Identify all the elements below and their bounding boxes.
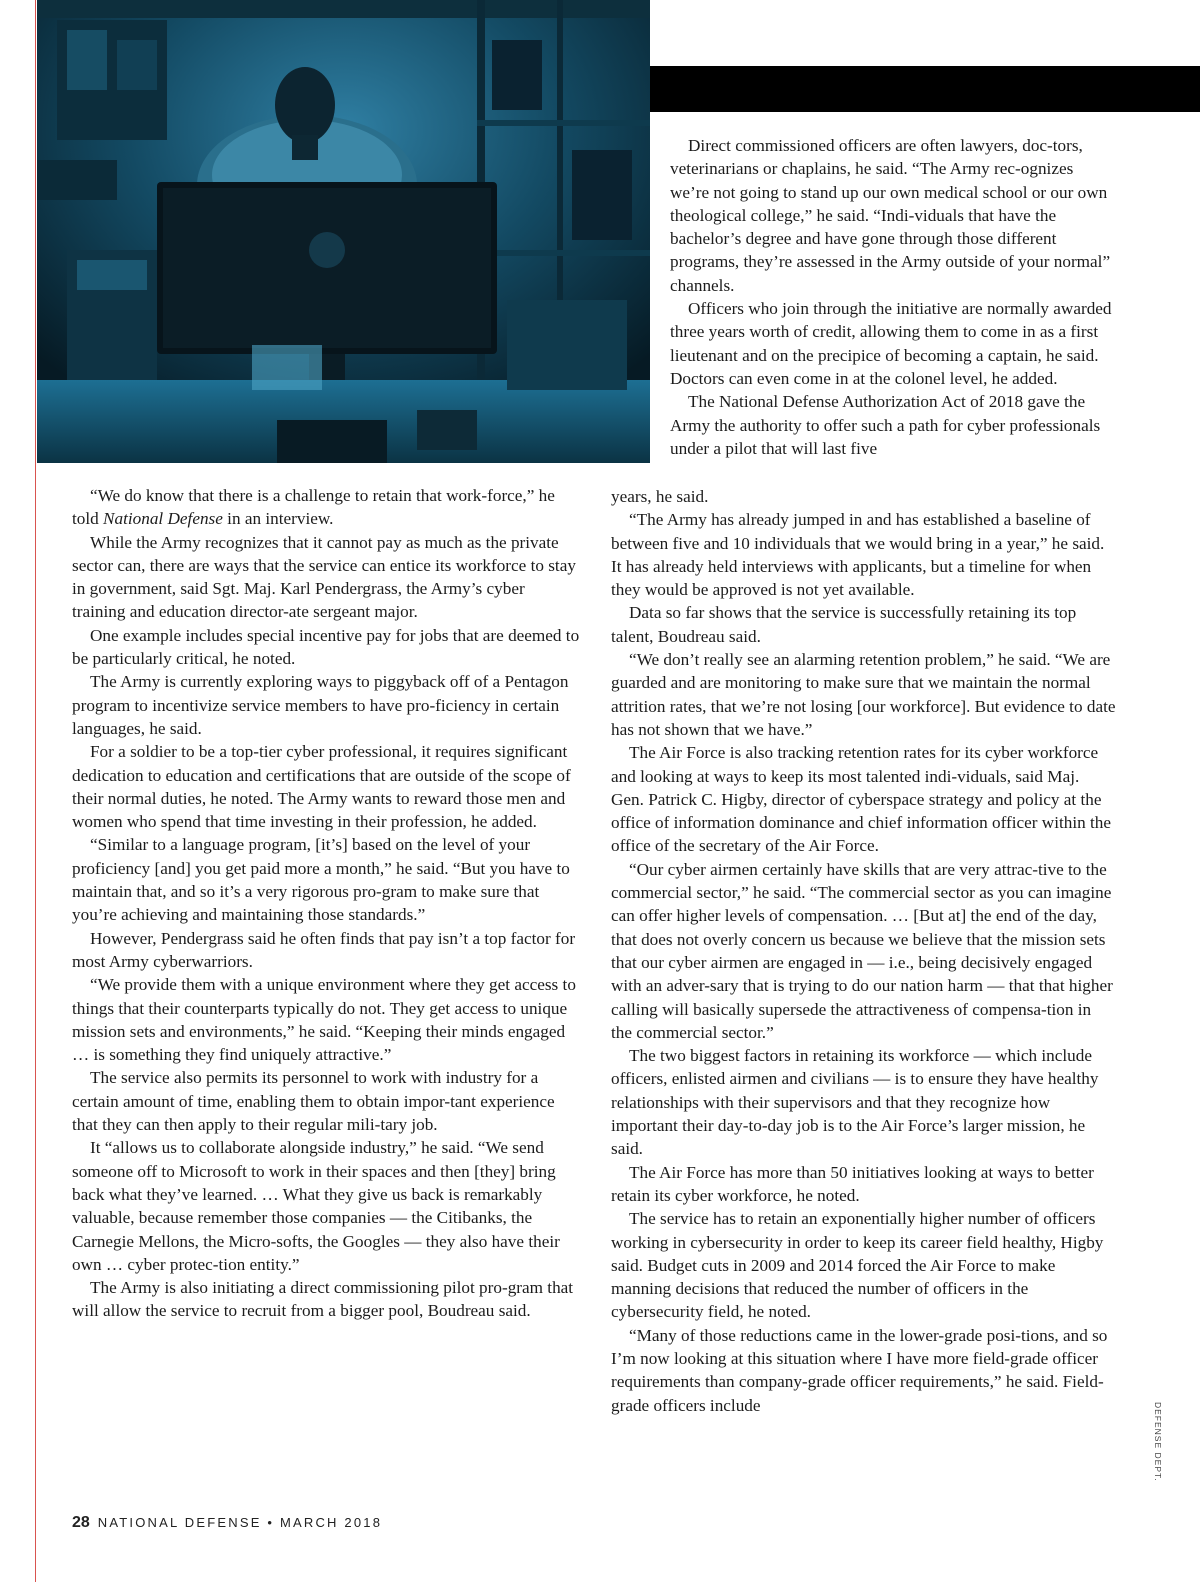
paragraph — [72, 484, 580, 531]
paragraph: “Similar to a language program, [it’s] based on the level of your proficiency [and] you get paid more a month,” he said. “But you have to maintain that, and so it’s a very rigorous pro-gram to make sure that you’re achieving and maintaining those standards.” — [72, 835, 570, 925]
paragraph: The Air Force is also tracking retention rates for its cyber workforce and looking at ways to keep its most talented indi-viduals, said Maj. Gen. Patrick C. Higby, director of cyberspace strategy and policy at the office of information dominance and chief information officer within the office of the secretary of the Air Force. — [611, 743, 1112, 856]
paragraph: “The Army has already jumped in and has established a baseline of between five and 10 individuals that we would bring in a year,” he said. It has already held interviews with applicants, but a timeline for when they would be approved is not yet available. — [611, 510, 1105, 600]
paragraph: One example includes special incentive pay for jobs that are deemed to be particularly critical, he noted. — [72, 625, 580, 669]
paragraph: Data so far shows that the service is successfully retaining its top talent, Boudreau said. — [611, 603, 1077, 646]
paragraph: “Many of those reductions came in the lower-grade posi-tions, and so I’m now looking at this situation where I have more field-grade officer requirements than company-grade officer requirements,” he said. Field-grade officers include — [611, 1325, 1108, 1415]
paragraph: The two biggest factors in retaining its workforce — which include officers, enlisted airmen and civilians — is to ensure they have healthy relationships with their supervisors and that they recognize how important their day-to-day job is to the Air Force’s larger mission, he said. — [611, 1046, 1099, 1159]
paragraph: “Our cyber airmen certainly have skills that are very attrac-tive to the commercial sector,” he said. “The commercial sector as you can imagine can offer higher levels of compensation. … [But at] the end of the day, that does not overly concern us because we believe that the mission sets that our cyber airmen are engaged in — i.e., being decisively engaged with an adver-sary that is trying to do our nation harm — that that higher calling will basically supersede the attractiveness of compensa-tion in the commercial sector.” — [611, 859, 1113, 1042]
paragraph: The service has to retain an exponentially higher number of officers working in cybersecurity in order to keep its career field healthy, Higby said. Budget cuts in 2009 and 2014 forced the Air Force to make manning decisions that reduced the number of officers in the cybersecurity field, he noted. — [611, 1209, 1104, 1322]
paragraph-continued: years, he said. — [611, 487, 709, 506]
paragraph: “We provide them with a unique environment where they get access to things that their counterparts typically do not. They get access to unique mission sets and environments,” he said. “Keeping their minds engaged … is something they find uniquely attractive.” — [72, 975, 576, 1065]
header-black-bar — [650, 66, 1200, 112]
photo-illustration — [37, 0, 650, 463]
paragraph-text: in an interview. — [222, 509, 334, 529]
paragraph: “We don’t really see an alarming retention problem,” he said. “We are guarded and are monitoring to make sure that we maintain the normal attrition rates, that we’re not losing [our workforce]. But evidence to date has not shown that we have.” — [611, 650, 1116, 739]
page-footer — [72, 1514, 382, 1532]
paragraph: The Army is currently exploring ways to piggyback off of a Pentagon program to incentivize service members to have pro-ficiency in certain languages, he said. — [72, 672, 569, 738]
section-label — [1145, 1402, 1169, 1492]
margin-rule — [35, 0, 36, 1582]
paragraph: The National Defense Authorization Act of 2018 gave the Army the authority to offer such a path for cyber professionals under a pilot that will last five — [670, 392, 1101, 458]
paragraph: Officers who join through the initiative are normally awarded three years worth of credit, allowing them to come in as a first lieutenant and on the precipice of becoming a captain, he said. Doctors can even come in at the colonel level, he added. — [670, 299, 1112, 388]
paragraph: Direct commissioned officers are often lawyers, doc-tors, veterinarians or chaplains, he said. “The Army rec-ognizes we’re not going to stand up our own medical school or our own theological college,” he said. “Indi-viduals that have the bachelor’s degree and have gone through those different programs, they’re assessed in the Army outside of your normal” channels. — [670, 136, 1111, 295]
left-column — [72, 484, 580, 1323]
paragraph: For a soldier to be a top-tier cyber professional, it requires significant dedication to education and certifications that are outside of the scope of their normal duties, he noted. The Army wants to reward those men and women who spend that time investing in their profession, he added. — [72, 742, 571, 832]
publication-name: National Defense — [103, 509, 223, 529]
paragraph: The service also permits its personnel to work with industry for a certain amount of time, enabling them to obtain impor-tant experience that they can then apply to their regular mili-tary job. — [72, 1068, 555, 1135]
section-label-text: DEFENSE DEPT. — [1153, 1402, 1163, 1482]
paragraph: It “allows us to collaborate alongside industry,” he said. “We send someone off to Microsoft to work in their spaces and then [they] bring back what they’ve learned. … What they give us back is remarkably valuable, because remember those companies — the Citibanks, the Carnegie Mellons, the Micro-softs, the Googles — they also have their own … cyber protec-tion entity.” — [72, 1138, 560, 1274]
page-number: 28 — [72, 1514, 90, 1531]
right-column-bottom — [611, 485, 1116, 1417]
paragraph: The Army is also initiating a direct commissioning pilot pro-gram that will allow the service to recruit from a bigger pool, Boudreau said. — [72, 1278, 574, 1321]
paragraph: While the Army recognizes that it cannot pay as much as the private sector can, there are ways that the service can entice its workforce to stay in government, said Sgt. Maj. Karl Pendergrass, the Army’s cyber training and education director-ate sergeant major. — [72, 532, 576, 622]
soldier-at-computer-photo — [37, 0, 650, 463]
paragraph: The Air Force has more than 50 initiatives looking at ways to better retain its cyber workforce, he noted. — [611, 1162, 1094, 1205]
publication-info: NATIONAL DEFENSE • MARCH 2018 — [97, 1515, 383, 1530]
right-column-top — [670, 134, 1115, 460]
paragraph: However, Pendergrass said he often finds that pay isn’t a top factor for most Army cyberwarriors. — [72, 928, 576, 971]
paragraph-text: “We do know that there is a challenge to retain that work-force,” he told — [72, 486, 555, 529]
